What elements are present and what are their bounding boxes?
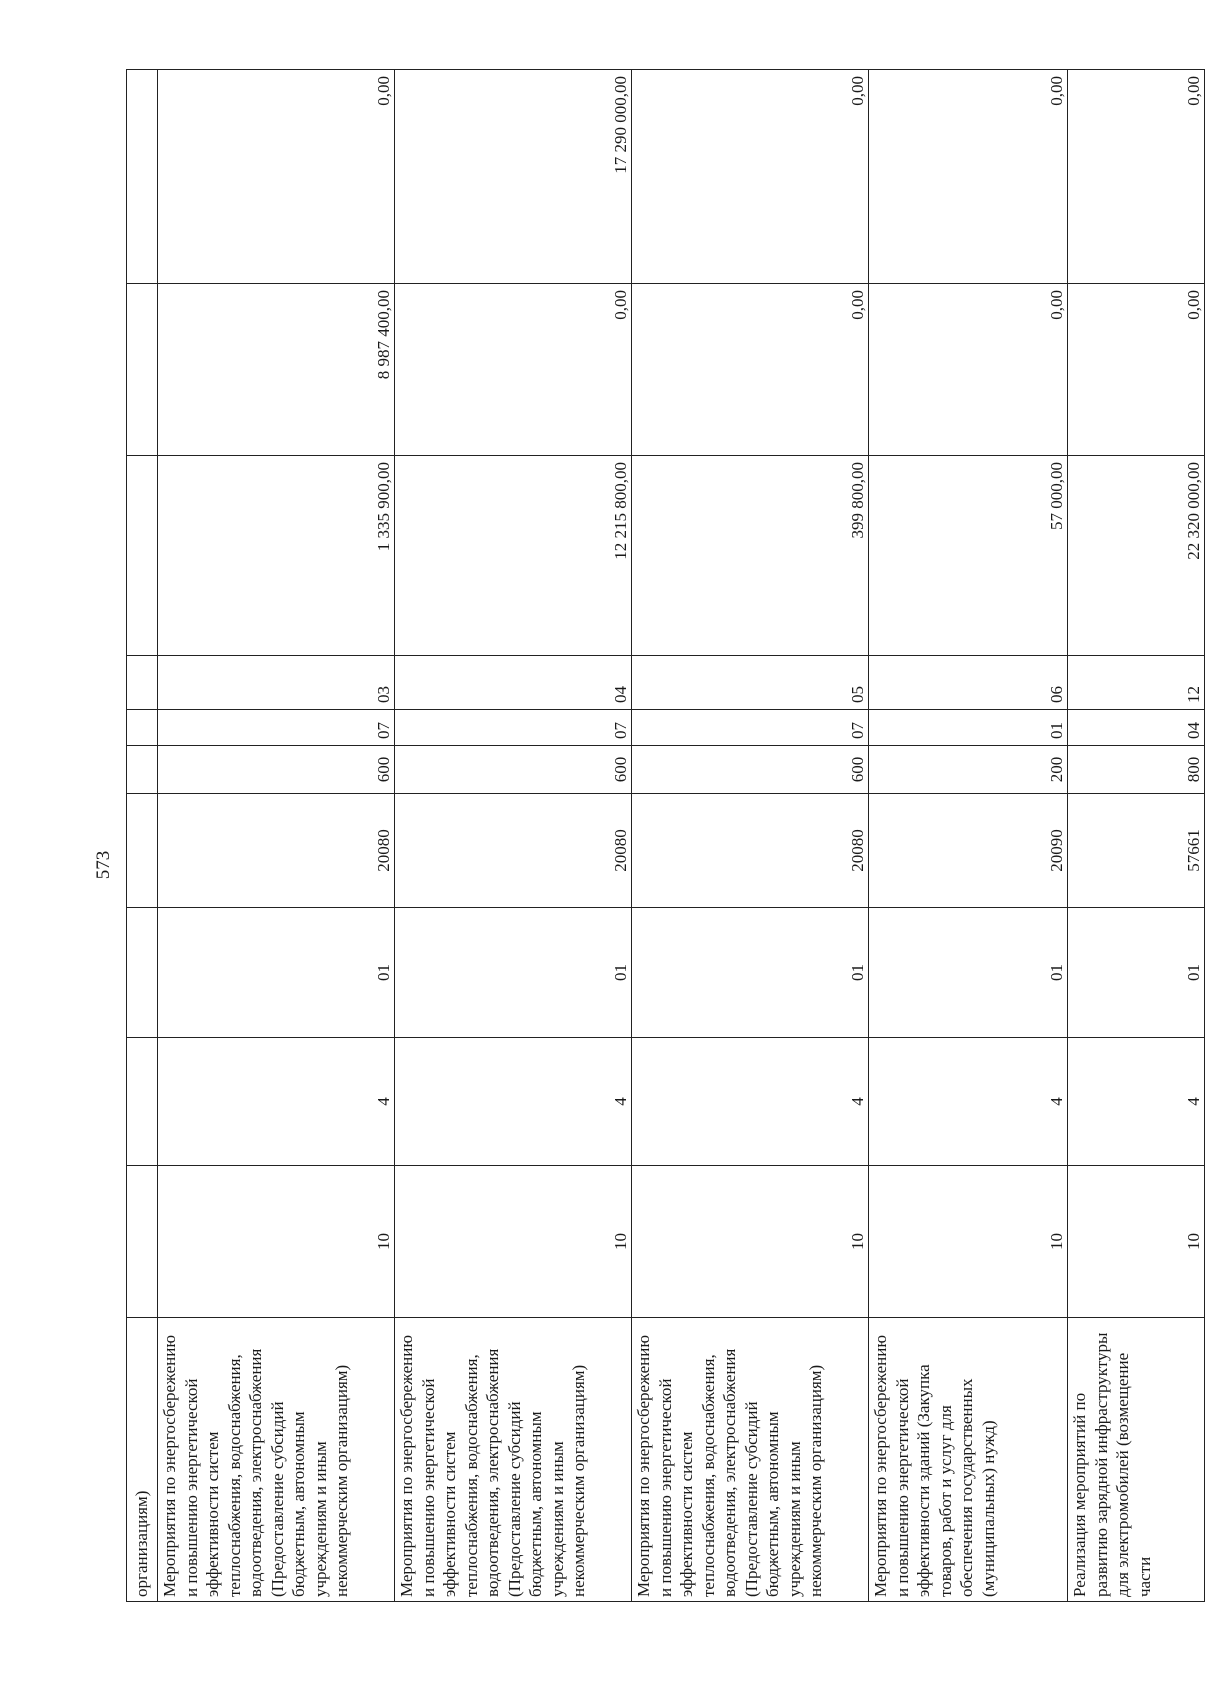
cell-code: 4	[632, 1038, 869, 1166]
cell-description: Мероприятия по энергосбережению и повышению энергетической эффективности систем теплоснабжения, водоснабжения, водоотведения, электроснабжения (Предоставление субсидий бюджетным, автономным учреждениям и иным некоммерческим организациям)	[395, 1318, 632, 1602]
cell-amount: 399 800,00	[632, 456, 869, 656]
cell-amount: 0,00	[1068, 284, 1205, 456]
cell-code: 20080	[395, 794, 632, 908]
table-row	[158, 70, 395, 1602]
page-number: 573	[93, 850, 114, 880]
cell-code: 01	[869, 710, 1068, 746]
cell-code: 03	[158, 656, 395, 710]
cell-code: 01	[869, 908, 1068, 1038]
cell-amount: 22 320 000,00	[1068, 456, 1205, 656]
cell-code: 10	[395, 1166, 632, 1318]
cell-code: 01	[395, 908, 632, 1038]
cell-amount: 0,00	[869, 70, 1068, 284]
cell-code: 10	[1068, 1166, 1205, 1318]
cell-code: 200	[869, 746, 1068, 794]
table-row	[869, 70, 1068, 1602]
cell-amount: 0,00	[632, 284, 869, 456]
cell-code: 4	[395, 1038, 632, 1166]
cell-code: 800	[1068, 746, 1205, 794]
cell-code: 06	[869, 656, 1068, 710]
cell-code: 04	[1068, 710, 1205, 746]
cell-amount: 0,00	[158, 70, 395, 284]
cell-code: 07	[395, 710, 632, 746]
cell-code: 01	[632, 908, 869, 1038]
budget-table	[126, 69, 1205, 1602]
cell-description: Мероприятия по энергосбережению и повышению энергетической эффективности зданий (Закупка товаров, работ и услуг для обеспечения государственных (муниципальных) нужд)	[869, 1318, 1068, 1602]
rotated-table-container	[126, 70, 1203, 1602]
table-row	[632, 70, 869, 1602]
cell-code: 05	[632, 656, 869, 710]
table-row	[1068, 70, 1205, 1602]
cell-amount: 17 290 000,00	[395, 70, 632, 284]
cell-description: Мероприятия по энергосбережению и повышению энергетической эффективности систем теплоснабжения, водоснабжения, водоотведения, электроснабжения (Предоставление субсидий бюджетным, автономным учреждениям и иным некоммерческим организациям)	[158, 1318, 395, 1602]
cell-code: 4	[1068, 1038, 1205, 1166]
cell-code: 01	[1068, 908, 1205, 1038]
cell-code: 01	[158, 908, 395, 1038]
cell-amount: 8 987 400,00	[158, 284, 395, 456]
cell-amount: 0,00	[632, 70, 869, 284]
cell-code: 10	[869, 1166, 1068, 1318]
cell-amount: 1 335 900,00	[158, 456, 395, 656]
cell-amount: 12 215 800,00	[395, 456, 632, 656]
table-row	[395, 70, 632, 1602]
cell-description: организациям)	[127, 1318, 158, 1602]
cell-code: 600	[395, 746, 632, 794]
cell-code: 600	[158, 746, 395, 794]
table-row-header	[127, 70, 158, 1602]
cell-code: 20080	[158, 794, 395, 908]
cell-amount: 0,00	[395, 284, 632, 456]
cell-code: 10	[158, 1166, 395, 1318]
cell-amount: 57 000,00	[869, 456, 1068, 656]
cell-code: 10	[632, 1166, 869, 1318]
cell-code: 600	[632, 746, 869, 794]
cell-code: 04	[395, 656, 632, 710]
cell-code: 20080	[632, 794, 869, 908]
cell-code: 20090	[869, 794, 1068, 908]
cell-code: 07	[158, 710, 395, 746]
cell-description: Реализация мероприятий по развитию зарядной инфраструктуры для электромобилей (возмещение части	[1068, 1318, 1205, 1602]
cell-code: 4	[158, 1038, 395, 1166]
cell-description: Мероприятия по энергосбережению и повышению энергетической эффективности систем теплоснабжения, водоснабжения, водоотведения, электроснабжения (Предоставление субсидий бюджетным, автономным учреждениям и иным некоммерческим организациям)	[632, 1318, 869, 1602]
cell-code: 4	[869, 1038, 1068, 1166]
cell-code: 12	[1068, 656, 1205, 710]
cell-code: 57661	[1068, 794, 1205, 908]
cell-amount: 0,00	[869, 284, 1068, 456]
cell-code: 07	[632, 710, 869, 746]
cell-amount: 0,00	[1068, 70, 1205, 284]
